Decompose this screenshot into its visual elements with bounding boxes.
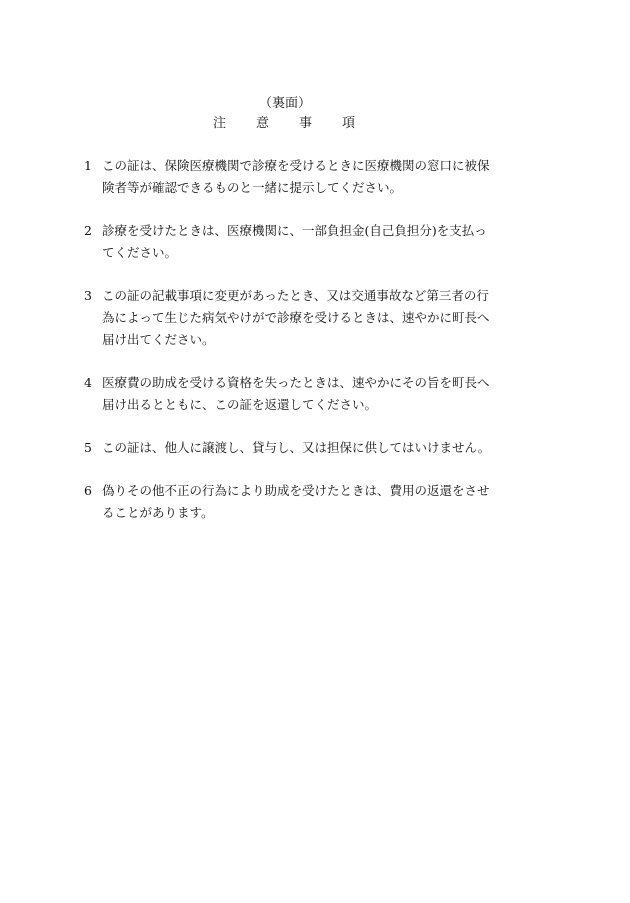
note-number: 6 <box>84 483 92 498</box>
note-number: 2 <box>84 223 92 238</box>
note-text: 偽りその他不正の行為により助成を受けたときは、費用の返還をさせることがあります。 <box>102 483 490 520</box>
notes-list <box>84 155 494 545</box>
note-text: この証は、他人に譲渡し、貸与し、又は担保に供してはいけません。 <box>102 440 491 455</box>
heading-char: 事 <box>299 116 315 131</box>
heading-char: 項 <box>342 116 358 131</box>
note-item <box>84 480 494 524</box>
note-text: この証は、保険医療機関で診療を受けるときに医療機関の窓口に被保険者等が確認できるものと一緒に提示してください。 <box>102 158 490 195</box>
note-item <box>84 437 494 459</box>
note-number: 5 <box>84 440 92 455</box>
note-number: 3 <box>84 288 92 303</box>
note-item <box>84 372 494 416</box>
page-heading <box>0 116 570 132</box>
note-number: 4 <box>84 375 92 390</box>
note-text: 診療を受けたときは、医療機関に、一部負担金(自己負担分)を支払ってください。 <box>102 223 487 260</box>
page-subtitle: （裏面） <box>258 96 311 111</box>
note-number: 1 <box>84 158 92 173</box>
heading-char: 意 <box>255 116 271 131</box>
heading-char: 注 <box>212 116 228 131</box>
note-item <box>84 220 494 264</box>
note-text: 医療費の助成を受ける資格を失ったときは、速やかにその旨を町長へ届け出るとともに、この証を返還してください。 <box>102 375 490 412</box>
note-text: この証の記載事項に変更があったとき、又は交通事故など第三者の行為によって生じた病気やけがで診療を受けるときは、速やかに町長へ届け出てください。 <box>102 288 490 347</box>
note-item <box>84 155 494 199</box>
note-item <box>84 285 494 351</box>
